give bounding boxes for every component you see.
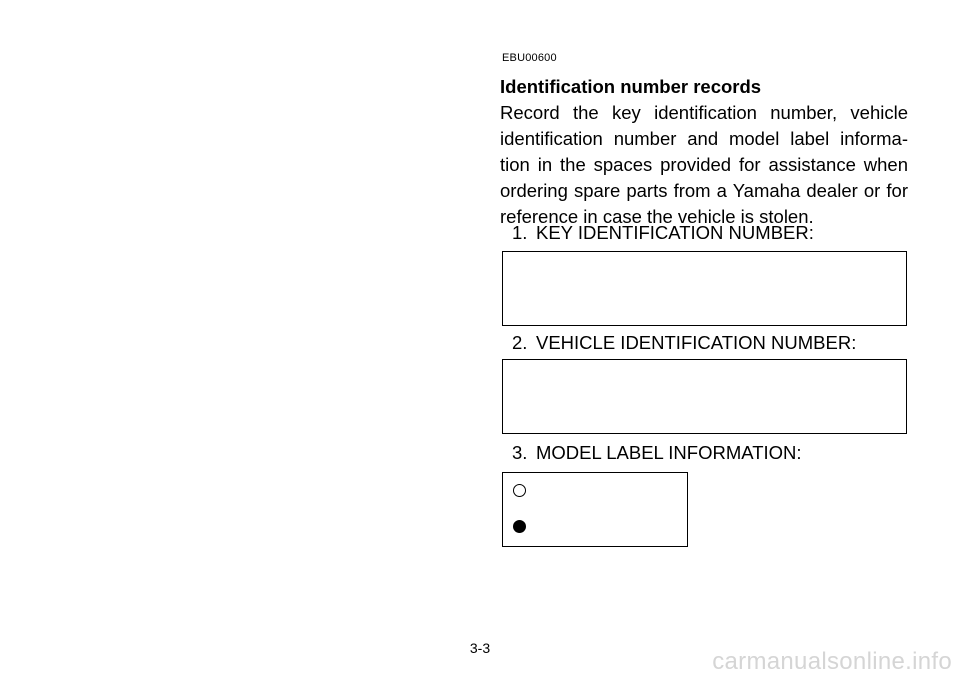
item-label: VEHICLE IDENTIFICATION NUMBER: bbox=[536, 332, 857, 353]
page-number: 3-3 bbox=[469, 640, 491, 656]
vehicle-id-record-box[interactable] bbox=[502, 359, 907, 434]
paragraph-line: Record the key identification number, vehicle bbox=[500, 102, 908, 123]
paragraph-line: ordering spare parts from a Yamaha dealer or for bbox=[500, 180, 908, 201]
filled-circle-icon bbox=[513, 520, 526, 533]
paragraph-line: tion in the spaces provided for assistance when bbox=[500, 154, 908, 175]
item-label: MODEL LABEL INFORMATION: bbox=[536, 442, 802, 463]
item-label: KEY IDENTIFICATION NUMBER: bbox=[536, 222, 814, 243]
watermark: carmanualsonline.info bbox=[712, 648, 952, 675]
item-number: 1. bbox=[512, 222, 528, 243]
paragraph-line: reference in case the vehicle is stolen. bbox=[500, 206, 814, 227]
paragraph-line: identification number and model label informa- bbox=[500, 128, 908, 149]
empty-circle-icon bbox=[513, 484, 526, 497]
item-vehicle-id bbox=[512, 332, 856, 354]
item-model-label bbox=[512, 442, 802, 464]
item-number: 3. bbox=[512, 442, 528, 463]
instruction-paragraph bbox=[500, 100, 908, 230]
model-label-record-box[interactable] bbox=[502, 472, 688, 547]
key-id-record-box[interactable] bbox=[502, 251, 907, 326]
section-code: EBU00600 bbox=[502, 52, 557, 64]
item-number: 2. bbox=[512, 332, 528, 353]
section-heading: Identification number records bbox=[500, 76, 762, 97]
item-key-id bbox=[512, 222, 814, 244]
